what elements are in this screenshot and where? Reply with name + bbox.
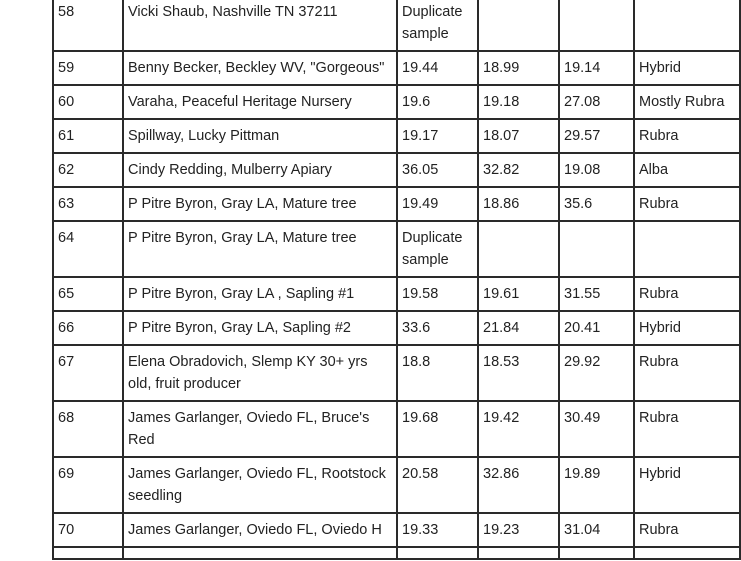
value-2-cell: 19.42 xyxy=(478,401,559,457)
value-1-cell: 19.44 xyxy=(397,51,478,85)
row-number-cell: 62 xyxy=(53,153,123,187)
classification-cell: Rubra xyxy=(634,277,740,311)
value-1-cell: Duplicate sample xyxy=(397,221,478,277)
value-3-cell: 31.55 xyxy=(559,277,634,311)
row-number-cell: 68 xyxy=(53,401,123,457)
table-row xyxy=(53,345,740,401)
value-1-cell: 19.49 xyxy=(397,187,478,221)
value-3-cell: 19.89 xyxy=(559,457,634,513)
row-number-cell: 63 xyxy=(53,187,123,221)
classification-cell: Hybrid xyxy=(634,51,740,85)
value-1-cell: Duplicate sample xyxy=(397,0,478,51)
classification-cell xyxy=(634,0,740,51)
classification-cell xyxy=(634,547,740,559)
table-container xyxy=(52,0,741,560)
classification-cell: Rubra xyxy=(634,401,740,457)
classification-cell: Hybrid xyxy=(634,311,740,345)
value-3-cell: 30.49 xyxy=(559,401,634,457)
table-row xyxy=(53,311,740,345)
row-number-cell: 58 xyxy=(53,0,123,51)
table-row xyxy=(53,401,740,457)
table-row xyxy=(53,0,740,51)
source-cell: P Pitre Byron, Gray LA, Mature tree xyxy=(123,221,397,277)
table-row xyxy=(53,457,740,513)
source-cell: P Pitre Byron, Gray LA, Sapling #2 xyxy=(123,311,397,345)
value-3-cell: 31.04 xyxy=(559,513,634,547)
classification-cell: Hybrid xyxy=(634,457,740,513)
row-number-cell: 65 xyxy=(53,277,123,311)
source-cell: P Pitre Byron, Gray LA , Sapling #1 xyxy=(123,277,397,311)
value-3-cell: 29.92 xyxy=(559,345,634,401)
source-cell: Spillway, Lucky Pittman xyxy=(123,119,397,153)
source-cell: James Garlanger, Oviedo FL, Bruce's Red xyxy=(123,401,397,457)
value-1-cell xyxy=(397,547,478,559)
value-3-cell: 19.14 xyxy=(559,51,634,85)
source-cell: Elena Obradovich, Slemp KY 30+ yrs old, fruit producer xyxy=(123,345,397,401)
value-1-cell: 19.6 xyxy=(397,85,478,119)
row-number-cell: 66 xyxy=(53,311,123,345)
table-row xyxy=(53,85,740,119)
value-1-cell: 20.58 xyxy=(397,457,478,513)
value-1-cell: 18.8 xyxy=(397,345,478,401)
value-3-cell xyxy=(559,547,634,559)
table-row xyxy=(53,221,740,277)
value-1-cell: 36.05 xyxy=(397,153,478,187)
value-3-cell: 29.57 xyxy=(559,119,634,153)
table-row xyxy=(53,513,740,547)
value-1-cell: 19.33 xyxy=(397,513,478,547)
classification-cell: Rubra xyxy=(634,187,740,221)
value-2-cell: 19.61 xyxy=(478,277,559,311)
value-1-cell: 33.6 xyxy=(397,311,478,345)
value-2-cell: 32.86 xyxy=(478,457,559,513)
row-number-cell: 59 xyxy=(53,51,123,85)
data-table xyxy=(52,0,741,560)
value-3-cell xyxy=(559,221,634,277)
value-2-cell: 18.86 xyxy=(478,187,559,221)
table-row xyxy=(53,547,740,559)
source-cell: Varaha, Peaceful Heritage Nursery xyxy=(123,85,397,119)
classification-cell xyxy=(634,221,740,277)
row-number-cell: 70 xyxy=(53,513,123,547)
row-number-cell: 69 xyxy=(53,457,123,513)
value-2-cell: 21.84 xyxy=(478,311,559,345)
value-3-cell: 27.08 xyxy=(559,85,634,119)
value-3-cell: 20.41 xyxy=(559,311,634,345)
row-number-cell: 61 xyxy=(53,119,123,153)
classification-cell: Rubra xyxy=(634,513,740,547)
value-1-cell: 19.17 xyxy=(397,119,478,153)
value-1-cell: 19.58 xyxy=(397,277,478,311)
value-2-cell: 19.23 xyxy=(478,513,559,547)
table-row xyxy=(53,119,740,153)
source-cell: Benny Becker, Beckley WV, "Gorgeous" xyxy=(123,51,397,85)
classification-cell: Mostly Rubra xyxy=(634,85,740,119)
row-number-cell: 60 xyxy=(53,85,123,119)
classification-cell: Rubra xyxy=(634,345,740,401)
value-2-cell: 18.99 xyxy=(478,51,559,85)
value-3-cell: 19.08 xyxy=(559,153,634,187)
value-2-cell xyxy=(478,0,559,51)
source-cell: Vicki Shaub, Nashville TN 37211 xyxy=(123,0,397,51)
value-2-cell: 18.53 xyxy=(478,345,559,401)
source-cell: P Pitre Byron, Gray LA, Mature tree xyxy=(123,187,397,221)
value-2-cell xyxy=(478,221,559,277)
value-2-cell: 32.82 xyxy=(478,153,559,187)
table-row xyxy=(53,187,740,221)
value-2-cell: 18.07 xyxy=(478,119,559,153)
source-cell: James Garlanger, Oviedo FL, Rootstock seedling xyxy=(123,457,397,513)
table-row xyxy=(53,153,740,187)
source-cell: Cindy Redding, Mulberry Apiary xyxy=(123,153,397,187)
row-number-cell: 64 xyxy=(53,221,123,277)
row-number-cell: 67 xyxy=(53,345,123,401)
value-3-cell xyxy=(559,0,634,51)
classification-cell: Rubra xyxy=(634,119,740,153)
value-2-cell xyxy=(478,547,559,559)
table-row xyxy=(53,51,740,85)
source-cell: James Garlanger, Oviedo FL, Oviedo H xyxy=(123,513,397,547)
classification-cell: Alba xyxy=(634,153,740,187)
source-cell xyxy=(123,547,397,559)
table-body xyxy=(53,0,740,559)
value-2-cell: 19.18 xyxy=(478,85,559,119)
value-3-cell: 35.6 xyxy=(559,187,634,221)
row-number-cell xyxy=(53,547,123,559)
value-1-cell: 19.68 xyxy=(397,401,478,457)
table-row xyxy=(53,277,740,311)
